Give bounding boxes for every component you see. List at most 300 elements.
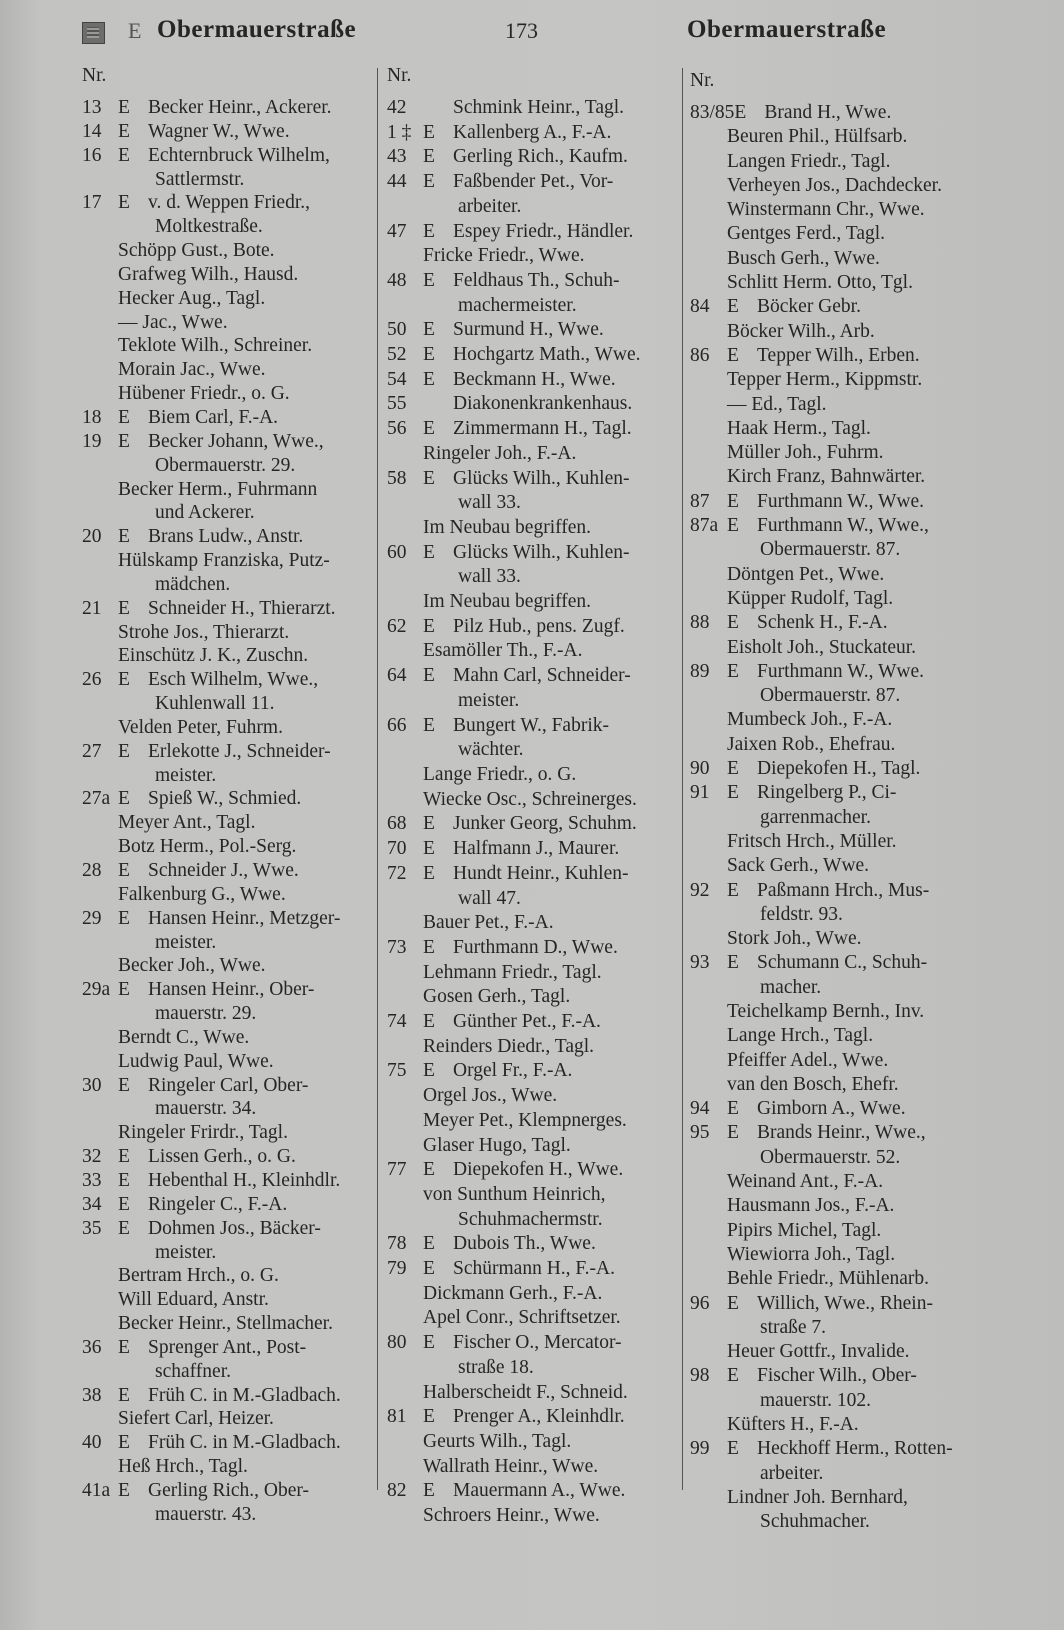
house-entry: [690, 781, 953, 805]
owner-mark: E: [423, 146, 435, 168]
continuation-line: Schuhmachermstr.: [458, 1208, 603, 1230]
continuation-line: feldstr. 93.: [760, 903, 843, 925]
house-entry: [82, 978, 341, 1002]
resident-entry: — Jac., Wwe.: [118, 311, 228, 333]
house-number: 66: [387, 714, 407, 736]
house-number: 78: [387, 1233, 407, 1255]
house-entry: [690, 344, 953, 368]
house-entry: [690, 295, 953, 319]
resident-text: Hebenthal H., Kleinhdlr.: [148, 1169, 341, 1191]
house-entry: [82, 120, 341, 144]
resident-text: Schenk H., F.-A.: [757, 612, 888, 634]
house-number: 84: [690, 296, 710, 318]
resident-entry: Morain Jac., Wwe.: [118, 359, 266, 381]
resident-entry: Tepper Herm., Kippmstr.: [727, 369, 923, 391]
resident-entry: Im Neubau begriffen.: [423, 591, 592, 613]
resident-text: Mauermann A., Wwe.: [453, 1480, 626, 1502]
owner-mark: E: [118, 1074, 130, 1096]
house-number: 26: [82, 669, 102, 691]
house-number: 60: [387, 541, 407, 563]
resident-entry: Fritsch Hrch., Müller.: [727, 830, 897, 852]
resident-entry: Bertram Hrch., o. G.: [118, 1265, 279, 1287]
house-number: 99: [690, 1438, 710, 1460]
resident-text: Pilz Hub., pens. Zugf.: [453, 615, 625, 637]
owner-mark: E: [423, 936, 435, 958]
resident-entry: Grafweg Wilh., Hausd.: [118, 263, 299, 285]
house-entry: [82, 96, 341, 120]
house-entry: [387, 1232, 641, 1257]
resident-text: Becker Heinr., Ackerer.: [148, 97, 332, 118]
owner-mark: E: [727, 612, 739, 634]
resident-text: Furthmann D., Wwe.: [453, 936, 618, 958]
continuation-line: straße 7.: [760, 1316, 827, 1338]
resident-entry: Schroers Heinr., Wwe.: [423, 1505, 600, 1527]
house-entry: [82, 787, 341, 811]
house-entry: [387, 1405, 641, 1430]
page-number: 173: [505, 18, 538, 43]
resident-entry: Busch Gerh., Wwe.: [727, 247, 880, 269]
resident-entry: Becker Joh., Wwe.: [118, 955, 266, 977]
owner-mark: E: [423, 714, 435, 736]
house-entry: [387, 121, 641, 146]
owner-mark: E: [423, 1159, 435, 1181]
house-entry: [387, 1059, 641, 1084]
resident-text: Spieß W., Schmied.: [148, 788, 302, 810]
owner-mark: E: [727, 782, 739, 804]
resident-text: Junker Georg, Schuhm.: [453, 813, 637, 835]
continuation-line: schaffner.: [155, 1360, 231, 1382]
owner-mark: E: [734, 102, 747, 123]
continuation-line: Moltkestraße.: [155, 216, 263, 238]
resident-text: Heckhoff Herm., Rotten-: [757, 1438, 953, 1460]
house-entry: [82, 740, 341, 764]
house-entry: [387, 1010, 641, 1035]
resident-entry: Falkenburg G., Wwe.: [118, 883, 286, 905]
house-number: 33: [82, 1169, 102, 1191]
owner-mark: E: [423, 813, 435, 835]
house-entry: [82, 907, 341, 931]
continuation-line: meister.: [458, 689, 520, 711]
house-number: 34: [82, 1193, 102, 1215]
resident-entry: Dickmann Gerh., F.-A.: [423, 1282, 603, 1304]
resident-text: Dubois Th., Wwe.: [453, 1233, 596, 1255]
resident-entry: Pfeiffer Adel., Wwe.: [727, 1049, 889, 1071]
continuation-line: wächter.: [458, 739, 524, 761]
house-number: 43: [387, 146, 407, 168]
house-number: 28: [82, 860, 102, 881]
owner-mark: E: [727, 1292, 739, 1314]
owner-mark: E: [118, 669, 130, 691]
continuation-line: Obermauerstr. 87.: [760, 685, 901, 707]
owner-mark: E: [423, 171, 435, 193]
resident-entry: Pipirs Michel, Tagl.: [727, 1219, 882, 1241]
house-entry: [387, 714, 641, 739]
continuation-line: arbeiter.: [458, 195, 522, 217]
resident-text: Bungert W., Fabrik-: [453, 714, 609, 736]
house-entry: [690, 660, 953, 684]
resident-entry: Böcker Wilh., Arb.: [727, 320, 875, 342]
house-number: 81: [387, 1406, 407, 1428]
house-entry: [690, 101, 953, 125]
house-entry: [690, 951, 953, 975]
resident-entry: Müller Joh., Fuhrm.: [727, 442, 884, 464]
continuation-line: meister.: [155, 1241, 217, 1263]
house-number: 73: [387, 936, 407, 958]
running-head-left: Obermauerstraße: [157, 16, 357, 43]
owner-mark: E: [423, 1060, 435, 1082]
resident-entry: Hülskamp Franziska, Putz-: [118, 550, 330, 572]
house-number: 87: [690, 490, 710, 512]
resident-entry: Meyer Ant., Tagl.: [118, 812, 256, 834]
resident-entry: Meyer Pet., Klempnerges.: [423, 1109, 627, 1131]
resident-entry: von Sunthum Heinrich,: [423, 1183, 606, 1205]
resident-entry: Glaser Hugo, Tagl.: [423, 1134, 571, 1156]
house-entry: [82, 1384, 341, 1408]
house-entry: [82, 406, 341, 430]
resident-text: Esch Wilhelm, Wwe.,: [148, 669, 319, 691]
house-entry: [82, 191, 341, 215]
resident-text: Willich, Wwe., Rhein-: [757, 1292, 933, 1314]
continuation-line: Obermauerstr. 52.: [760, 1146, 901, 1168]
owner-mark: E: [727, 1122, 739, 1144]
house-number: 58: [387, 467, 407, 489]
owner-mark: E: [118, 907, 130, 929]
house-number: 18: [82, 406, 102, 428]
owner-mark: E: [118, 1146, 130, 1168]
continuation-line: wall 47.: [458, 887, 521, 909]
house-number: 27: [82, 740, 102, 762]
resident-text: Beckmann H., Wwe.: [453, 368, 616, 390]
owner-mark: E: [118, 526, 130, 548]
directory-column-1: [82, 65, 341, 1527]
resident-text: Feldhaus Th., Schuh-: [453, 269, 620, 291]
house-number: 50: [387, 319, 407, 341]
house-number: 48: [387, 269, 407, 291]
owner-mark: E: [423, 220, 435, 242]
resident-entry: van den Bosch, Ehefr.: [727, 1073, 899, 1095]
house-number: 75: [387, 1060, 407, 1082]
resident-text: Paßmann Hrch., Mus-: [757, 879, 930, 901]
house-number: 38: [82, 1384, 102, 1406]
house-number: 94: [690, 1098, 710, 1120]
resident-entry: Küfters H., F.-A.: [727, 1414, 859, 1436]
house-entry: [82, 1169, 341, 1193]
house-number: 70: [387, 838, 407, 860]
resident-text: Mahn Carl, Schneider-: [453, 665, 631, 687]
resident-entry: Langen Friedr., Tagl.: [727, 150, 891, 172]
house-entry: [690, 1364, 953, 1388]
resident-text: Prenger A., Kleinhdlr.: [453, 1406, 625, 1428]
owner-mark: E: [118, 406, 130, 428]
resident-entry: Strohe Jos., Thierarzt.: [118, 621, 290, 643]
column-number-header: Nr.: [387, 65, 412, 86]
owner-mark: E: [423, 319, 435, 341]
owner-mark: E: [423, 1233, 435, 1255]
resident-text: Schürmann H., F.-A.: [453, 1258, 616, 1280]
house-number: 17: [82, 192, 102, 214]
resident-entry: Botz Herm., Pol.-Serg.: [118, 836, 297, 858]
column-number-header: Nr.: [690, 70, 715, 91]
owner-mark: E: [727, 952, 739, 974]
resident-entry: Geurts Wilh., Tagl.: [423, 1430, 572, 1452]
resident-text: Espey Friedr., Händler.: [453, 220, 634, 242]
owner-mark: E: [727, 660, 739, 682]
resident-text: Schumann C., Schuh-: [757, 952, 928, 974]
resident-entry: Schöpp Gust., Bote.: [118, 240, 275, 262]
resident-entry: Ludwig Paul, Wwe.: [118, 1050, 274, 1072]
resident-text: Brans Ludw., Anstr.: [148, 526, 304, 548]
house-entry: [387, 368, 641, 393]
owner-mark: E: [423, 541, 435, 563]
house-entry: [387, 1479, 641, 1504]
house-number: 42: [387, 97, 407, 118]
house-number: 44: [387, 171, 407, 193]
resident-entry: Wiecke Osc., Schreinerges.: [423, 788, 637, 810]
owner-mark: E: [423, 418, 435, 440]
continuation-line: arbeiter.: [760, 1462, 824, 1484]
house-entry: [82, 1479, 341, 1503]
resident-entry: Esamöller Th., F.-A.: [423, 640, 583, 662]
resident-entry: Halberscheidt F., Schneid.: [423, 1381, 628, 1403]
resident-text: Gerling Rich., Ober-: [148, 1479, 309, 1501]
house-number: 56: [387, 418, 407, 440]
resident-entry: Fricke Friedr., Wwe.: [423, 245, 585, 267]
resident-text: Ringeler C., F.-A.: [148, 1193, 288, 1215]
resident-text: Günther Pet., F.-A.: [453, 1011, 601, 1033]
header-mark: E: [128, 18, 142, 43]
resident-text: Wagner W., Wwe.: [148, 120, 290, 142]
house-number: 87a: [690, 515, 719, 537]
house-number: 98: [690, 1365, 710, 1387]
house-entry: [387, 343, 641, 368]
owner-mark: E: [118, 1432, 130, 1454]
house-number: 36: [82, 1336, 102, 1358]
house-number: 77: [387, 1159, 407, 1181]
continuation-line: straße 18.: [458, 1356, 534, 1378]
resident-text: Furthmann W., Wwe.,: [757, 515, 929, 537]
house-entry: [690, 514, 953, 538]
house-number: 64: [387, 665, 407, 687]
resident-text: Furthmann W., Wwe.: [757, 660, 925, 682]
owner-mark: E: [118, 740, 130, 762]
house-number: 79: [387, 1258, 407, 1280]
running-head-right: Obermauerstraße: [687, 16, 887, 43]
continuation-line: Obermauerstr. 29.: [155, 454, 296, 476]
resident-entry: Verheyen Jos., Dachdecker.: [727, 174, 942, 196]
house-entry: [82, 1217, 341, 1241]
column-divider: [682, 68, 683, 1490]
resident-text: v. d. Weppen Friedr.,: [148, 192, 310, 214]
resident-entry: Siefert Carl, Heizer.: [118, 1408, 274, 1430]
house-entry: [82, 1074, 341, 1098]
continuation-line: Obermauerstr. 87.: [760, 539, 901, 561]
continuation-line: wall 33.: [458, 566, 521, 588]
resident-entry: Behle Friedr., Mühlenarb.: [727, 1268, 929, 1290]
owner-mark: E: [118, 97, 130, 118]
owner-mark: E: [423, 1332, 435, 1354]
house-entry: [690, 490, 953, 514]
house-number: 83/85: [690, 102, 735, 123]
resident-text: Orgel Fr., F.-A.: [453, 1060, 573, 1082]
house-entry: [690, 879, 953, 903]
resident-entry: Heuer Gottfr., Invalide.: [727, 1341, 910, 1363]
house-number: 14: [82, 120, 102, 142]
house-entry: [387, 1331, 641, 1356]
resident-text: Becker Johann, Wwe.,: [148, 430, 324, 452]
resident-entry: Hübener Friedr., o. G.: [118, 383, 290, 405]
house-entry: [387, 541, 641, 566]
library-stamp-icon: [82, 22, 105, 44]
resident-entry: Will Eduard, Anstr.: [118, 1289, 269, 1311]
house-entry: [387, 936, 641, 961]
resident-text: Gimborn A., Wwe.: [757, 1098, 906, 1120]
owner-mark: E: [423, 665, 435, 687]
resident-text: Diepekofen H., Wwe.: [453, 1159, 624, 1181]
resident-entry: Hecker Aug., Tagl.: [118, 287, 266, 309]
resident-entry: Mumbeck Joh., F.-A.: [727, 709, 893, 731]
house-entry: [82, 859, 341, 883]
resident-entry: Stork Joh., Wwe.: [727, 928, 862, 950]
resident-entry: Gosen Gerh., Tagl.: [423, 986, 571, 1008]
continuation-line: Kuhlenwall 11.: [155, 693, 275, 715]
resident-text: Zimmermann H., Tagl.: [453, 418, 632, 440]
resident-text: Ringelberg P., Ci-: [757, 782, 897, 804]
house-entry: [387, 467, 641, 492]
resident-text: Diepekofen H., Tagl.: [757, 758, 921, 780]
resident-text: Schmink Heinr., Tagl.: [453, 97, 625, 118]
resident-text: Faßbender Pet., Vor-: [453, 171, 614, 193]
owner-mark: E: [118, 979, 130, 1001]
directory-column-3: [690, 70, 953, 1535]
resident-text: Brands Heinr., Wwe.,: [757, 1122, 926, 1144]
house-number: 72: [387, 862, 407, 884]
directory-column-2: [387, 65, 641, 1529]
house-entry: [690, 1292, 953, 1316]
house-entry: [690, 1437, 953, 1461]
resident-entry: Lehmann Friedr., Tagl.: [423, 961, 602, 983]
continuation-line: meister.: [155, 764, 217, 786]
house-number: 92: [690, 879, 710, 901]
continuation-line: mauerstr. 43.: [155, 1503, 257, 1525]
house-entry: [82, 144, 341, 168]
resident-entry: Einschütz J. K., Zuschn.: [118, 645, 309, 667]
resident-text: Hundt Heinr., Kuhlen-: [453, 862, 629, 884]
resident-entry: Wiewiorra Joh., Tagl.: [727, 1243, 896, 1265]
owner-mark: E: [118, 788, 130, 810]
house-entry: [387, 96, 641, 121]
resident-entry: Lange Friedr., o. G.: [423, 763, 577, 785]
resident-entry: Weinand Ant., F.-A.: [727, 1171, 884, 1193]
house-entry: [82, 1145, 341, 1169]
resident-text: Fischer Wilh., Ober-: [757, 1365, 917, 1387]
resident-text: Dohmen Jos., Bäcker-: [148, 1217, 321, 1239]
resident-entry: Wallrath Heinr., Wwe.: [423, 1455, 599, 1477]
house-number: 96: [690, 1292, 710, 1314]
owner-mark: E: [423, 344, 435, 366]
resident-entry: Winstermann Chr., Wwe.: [727, 199, 925, 221]
owner-mark: E: [423, 1480, 435, 1502]
resident-text: Fischer O., Mercator-: [453, 1332, 622, 1354]
house-number: 41a: [82, 1479, 111, 1501]
house-entry: [690, 1121, 953, 1145]
house-number: 32: [82, 1146, 102, 1168]
house-entry: [387, 862, 641, 887]
continuation-line: mauerstr. 29.: [155, 1003, 257, 1025]
resident-text: Glücks Wilh., Kuhlen-: [453, 541, 630, 563]
resident-entry: Apel Conr., Schriftsetzer.: [423, 1307, 621, 1329]
house-entry: [387, 269, 641, 294]
resident-text: Sprenger Ant., Post-: [148, 1336, 307, 1358]
resident-entry: Hausmann Jos., F.-A.: [727, 1195, 895, 1217]
house-entry: [690, 611, 953, 635]
house-number: 91: [690, 782, 710, 804]
resident-entry: Lindner Joh. Bernhard,: [727, 1486, 908, 1508]
house-number: 16: [82, 144, 102, 166]
resident-entry: Teklote Wilh., Schreiner.: [118, 335, 313, 357]
house-number: 74: [387, 1011, 407, 1033]
resident-entry: Gentges Ferd., Tagl.: [727, 223, 886, 245]
house-number: 13: [82, 97, 102, 118]
house-entry: [82, 1193, 341, 1217]
resident-entry: — Ed., Tagl.: [727, 393, 827, 415]
resident-entry: Schlitt Herm. Otto, Tgl.: [727, 272, 913, 294]
resident-text: Früh C. in M.-Gladbach.: [148, 1432, 341, 1454]
owner-mark: E: [423, 1258, 435, 1280]
house-number: 88: [690, 612, 710, 634]
house-number: 21: [82, 597, 102, 619]
resident-entry: Velden Peter, Fuhrm.: [118, 716, 283, 738]
house-number: 35: [82, 1217, 102, 1239]
resident-entry: Ringeler Frirdr., Tagl.: [118, 1122, 288, 1144]
house-number: 89: [690, 660, 710, 682]
resident-text: Lissen Gerh., o. G.: [148, 1146, 296, 1168]
continuation-line: macher.: [760, 976, 822, 998]
continuation-line: Sattlermstr.: [155, 168, 245, 190]
resident-text: Kallenberg A., F.-A.: [453, 121, 612, 143]
house-entry: [387, 417, 641, 442]
house-entry: [387, 664, 641, 689]
house-entry: [387, 170, 641, 195]
resident-text: Früh C. in M.-Gladbach.: [148, 1384, 341, 1406]
owner-mark: E: [423, 1406, 435, 1428]
resident-entry: Becker Heinr., Stellmacher.: [118, 1313, 333, 1335]
house-entry: [387, 1158, 641, 1183]
resident-text: Hansen Heinr., Ober-: [148, 979, 315, 1001]
resident-entry: Im Neubau begriffen.: [423, 516, 592, 538]
resident-text: Surmund H., Wwe.: [453, 319, 604, 341]
resident-entry: Jaixen Rob., Ehefrau.: [727, 733, 896, 755]
house-number: 29: [82, 907, 102, 929]
owner-mark: E: [727, 879, 739, 901]
house-number: 62: [387, 615, 407, 637]
resident-entry: Reinders Diedr., Tagl.: [423, 1035, 595, 1057]
house-entry: [387, 812, 641, 837]
resident-text: Schneider H., Thierarzt.: [148, 597, 336, 619]
house-entry: [690, 1097, 953, 1121]
resident-entry: Becker Herm., Fuhrmann: [118, 478, 318, 500]
house-number: 19: [82, 430, 102, 452]
continuation-line: mauerstr. 102.: [760, 1389, 872, 1411]
owner-mark: E: [118, 1336, 130, 1358]
house-entry: [82, 525, 341, 549]
resident-text: Biem Carl, F.-A.: [148, 406, 279, 428]
house-entry: [387, 1257, 641, 1282]
house-entry: [387, 220, 641, 245]
resident-text: Schneider J., Wwe.: [148, 860, 299, 881]
house-number: 86: [690, 344, 710, 366]
house-entry: [82, 668, 341, 692]
resident-text: Diakonenkrankenhaus.: [453, 393, 633, 415]
